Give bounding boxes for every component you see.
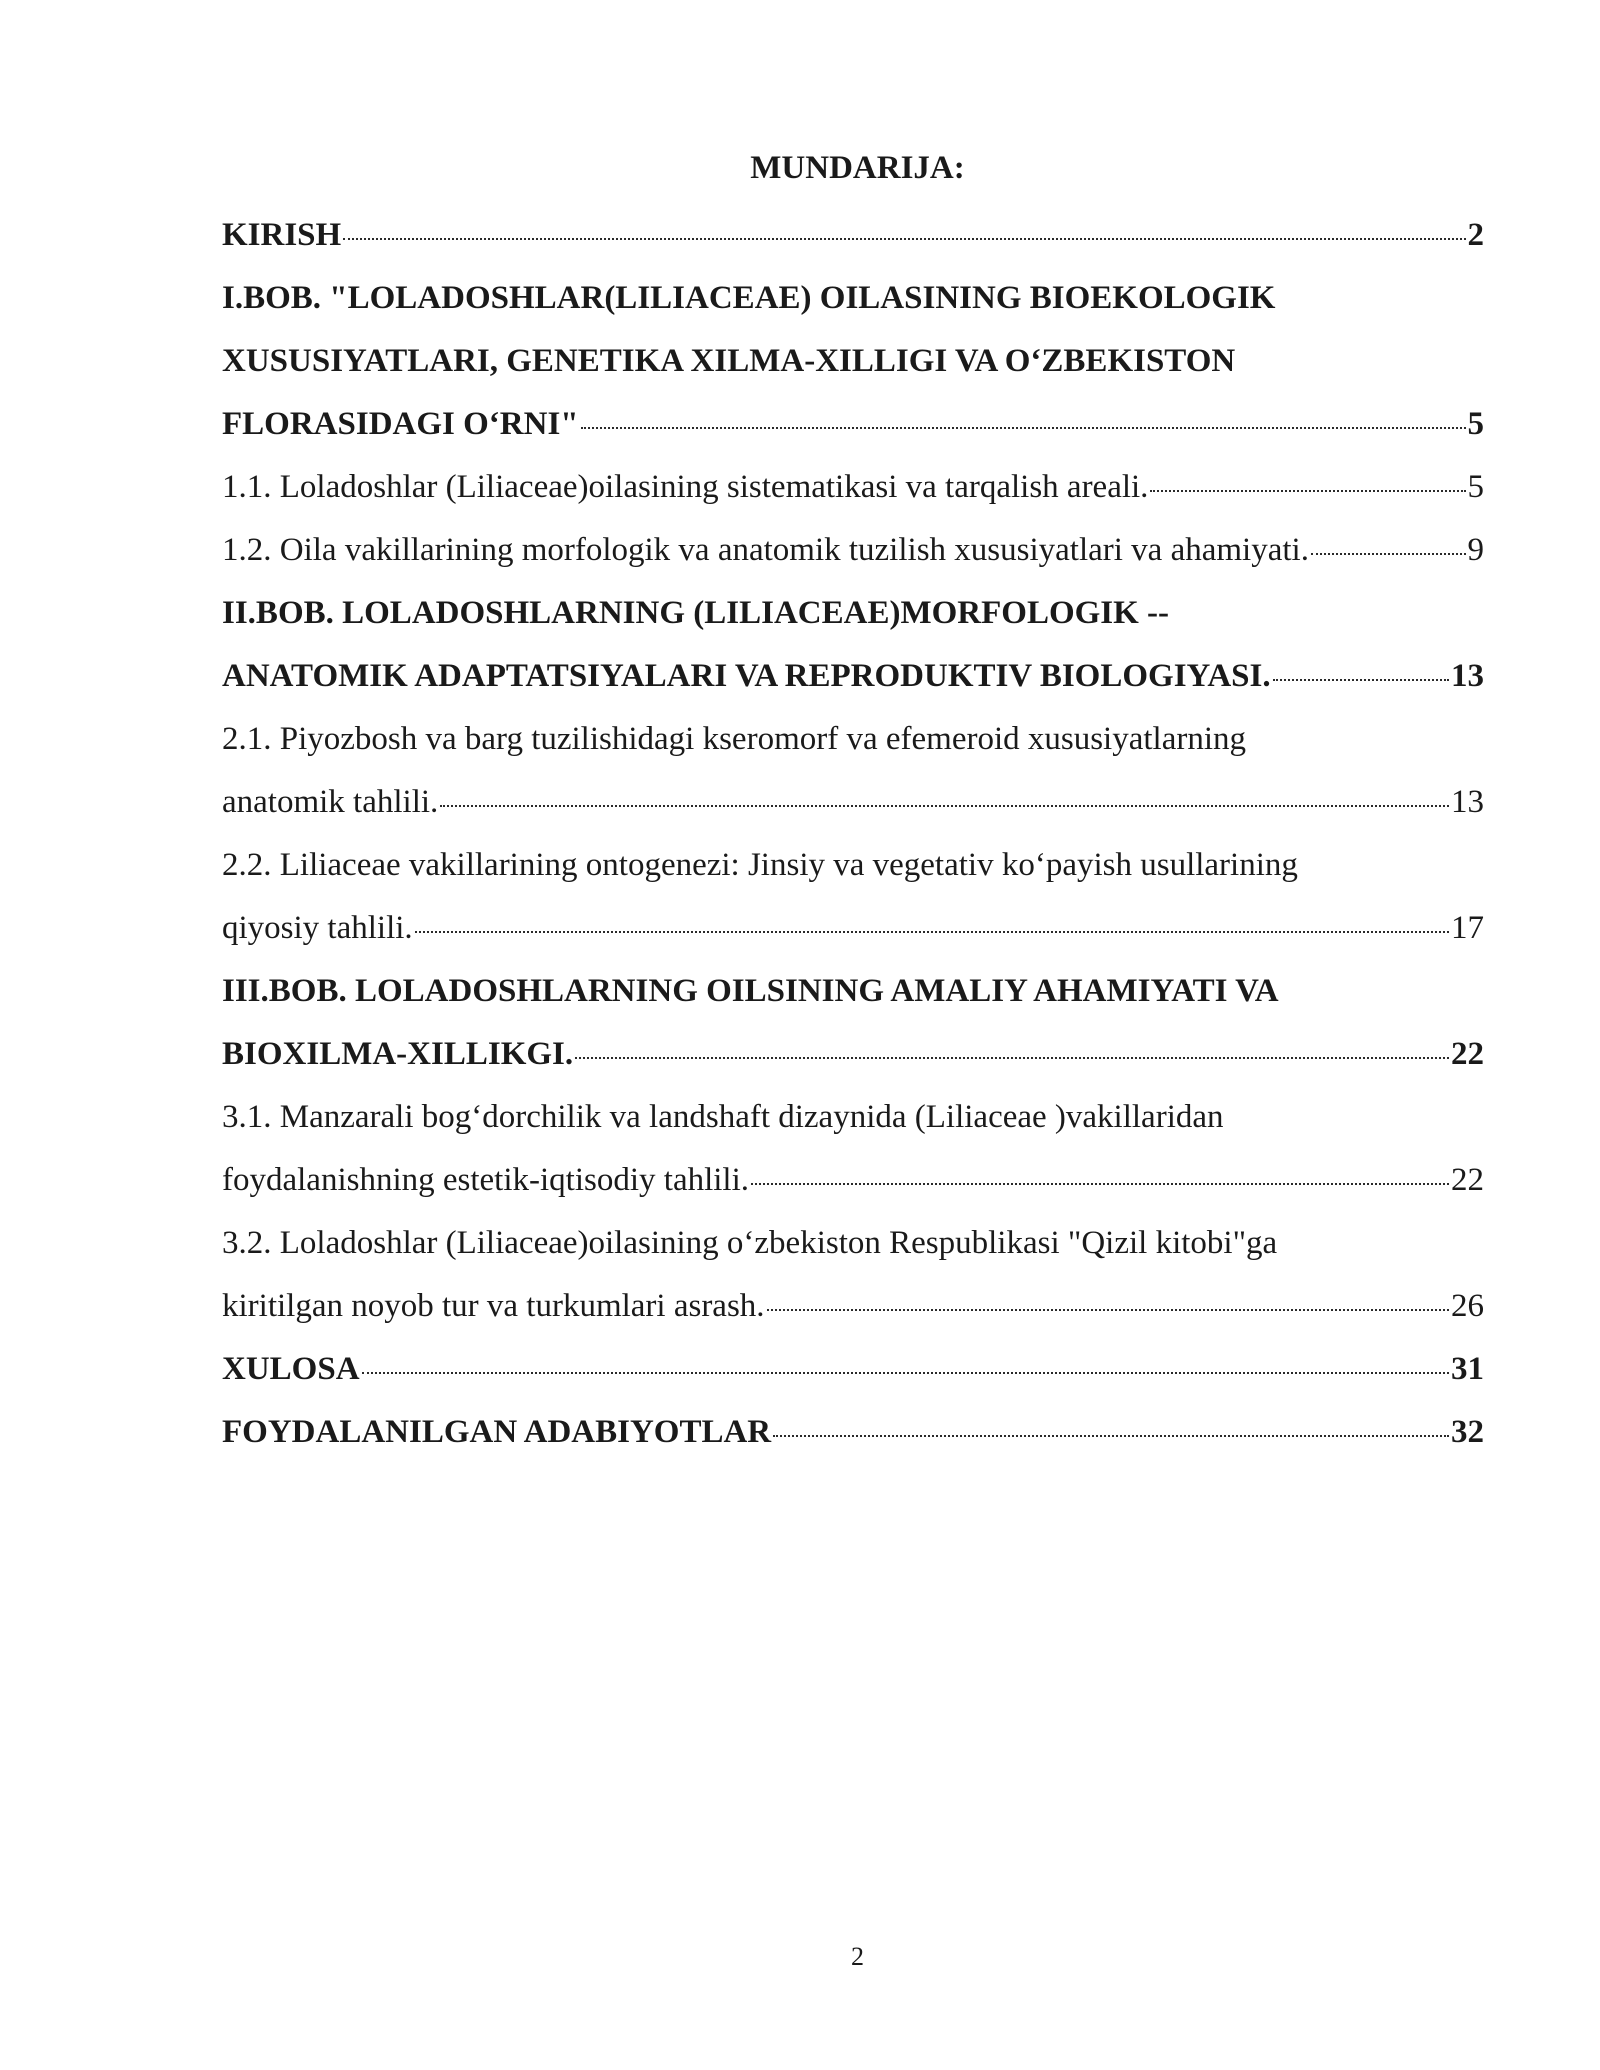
toc-entry xyxy=(222,204,1484,267)
toc-entry-line xyxy=(222,1338,1484,1401)
toc-page-number: 22 xyxy=(1451,1036,1484,1072)
toc-entry-text: 1.1. Loladoshlar (Liliaceae)oilasining sistematikasi va tarqalish areali. xyxy=(222,469,1149,505)
dot-leader xyxy=(415,931,1449,933)
toc-entry-text: FLORASIDAGI O‘RNI" xyxy=(222,406,579,442)
dot-leader xyxy=(773,1435,1449,1437)
dot-leader xyxy=(767,1309,1449,1311)
page-number: 2 xyxy=(851,1942,864,1971)
toc-page-number: 13 xyxy=(1451,784,1484,820)
toc-page-number: 13 xyxy=(1451,658,1484,694)
toc-entry-text-line: 2.2. Liliaceae vakillarining ontogenezi: Jinsiy va vegetativ ko‘payish usullarining xyxy=(222,847,1298,883)
toc-entry xyxy=(222,519,1484,582)
toc-entry-line xyxy=(222,1149,1484,1212)
toc-entry-text-line: I.BOB. "LOLADOSHLAR(LILIACEAE) OILASINING BIOEKOLOGIK xyxy=(222,280,1276,316)
toc-page-number: 17 xyxy=(1451,910,1484,946)
toc-page-number: 22 xyxy=(1451,1162,1484,1198)
toc-page-number: 5 xyxy=(1467,469,1484,505)
toc-entry-line xyxy=(222,456,1484,519)
dot-leader xyxy=(362,1372,1449,1374)
toc-entry xyxy=(222,1212,1484,1338)
toc-entry-line xyxy=(222,771,1484,834)
table-of-contents xyxy=(222,204,1484,1464)
toc-entry-text: foydalanishning estetik-iqtisodiy tahlili. xyxy=(222,1162,750,1198)
toc-entry-text: XULOSA xyxy=(222,1351,360,1387)
dot-leader xyxy=(1273,679,1449,681)
dot-leader xyxy=(343,238,1465,240)
dot-leader xyxy=(575,1057,1449,1059)
dot-leader xyxy=(581,427,1466,429)
toc-entry-text-line: 3.1. Manzarali bog‘dorchilik va landshaft dizaynida (Liliaceae )vakillaridan xyxy=(222,1099,1224,1135)
dot-leader xyxy=(1311,553,1466,555)
toc-entry-line xyxy=(222,1023,1484,1086)
toc-entry-text-line: 2.1. Piyozbosh va barg tuzilishidagi kseromorf va efemeroid xususiyatlarning xyxy=(222,721,1247,757)
toc-entry-text: 1.2. Oila vakillarining morfologik va anatomik tuzilish xususiyatlari va ahamiyati. xyxy=(222,532,1309,568)
toc-entry-text-line: III.BOB. LOLADOSHLARNING OILSINING AMALIY AHAMIYATI VA xyxy=(222,973,1279,1009)
toc-entry xyxy=(222,708,1484,834)
toc-page-number: 5 xyxy=(1467,406,1484,442)
toc-entry xyxy=(222,1086,1484,1212)
toc-page-number: 2 xyxy=(1467,217,1484,253)
toc-entry xyxy=(222,1338,1484,1401)
dot-leader xyxy=(751,1183,1449,1185)
toc-entry xyxy=(222,1401,1484,1464)
toc-entry xyxy=(222,960,1484,1086)
dot-leader xyxy=(440,805,1449,807)
toc-title: MUNDARIJA: xyxy=(750,150,965,186)
toc-page-number: 26 xyxy=(1451,1288,1484,1324)
toc-entry-text: anatomik tahlili. xyxy=(222,784,439,820)
toc-entry xyxy=(222,267,1484,456)
toc-entry-text: ANATOMIK ADAPTATSIYALARI VA REPRODUKTIV BIOLOGIYASI. xyxy=(222,658,1271,694)
toc-entry-text: kiritilgan noyob tur va turkumlari asrash. xyxy=(222,1288,765,1324)
toc-entry-line xyxy=(222,1401,1484,1464)
toc-entry-text: BIOXILMA-XILLIKGI. xyxy=(222,1036,574,1072)
toc-page-number: 32 xyxy=(1451,1414,1484,1450)
toc-entry-text-line: 3.2. Loladoshlar (Liliaceae)oilasining o‘zbekiston Respublikasi "Qizil kitobi"ga xyxy=(222,1225,1278,1261)
toc-entry-line xyxy=(222,645,1484,708)
toc-page-number: 9 xyxy=(1467,532,1484,568)
toc-entry-line xyxy=(222,393,1484,456)
toc-entry xyxy=(222,582,1484,708)
toc-entry-text-line: II.BOB. LOLADOSHLARNING (LILIACEAE)MORFOLOGIK -- xyxy=(222,595,1170,631)
toc-page-number: 31 xyxy=(1451,1351,1484,1387)
toc-entry xyxy=(222,834,1484,960)
toc-entry-line xyxy=(222,897,1484,960)
toc-entry-line xyxy=(222,204,1484,267)
toc-entry-text: FOYDALANILGAN ADABIYOTLAR xyxy=(222,1414,772,1450)
toc-entry-line xyxy=(222,519,1484,582)
toc-entry-text: KIRISH xyxy=(222,217,342,253)
toc-entry-text-line: XUSUSIYATLARI, GENETIKA XILMA-XILLIGI VA O‘ZBEKISTON xyxy=(222,343,1236,379)
toc-entry xyxy=(222,456,1484,519)
toc-entry-line xyxy=(222,1275,1484,1338)
dot-leader xyxy=(1150,490,1465,492)
toc-entry-text: qiyosiy tahlili. xyxy=(222,910,413,946)
